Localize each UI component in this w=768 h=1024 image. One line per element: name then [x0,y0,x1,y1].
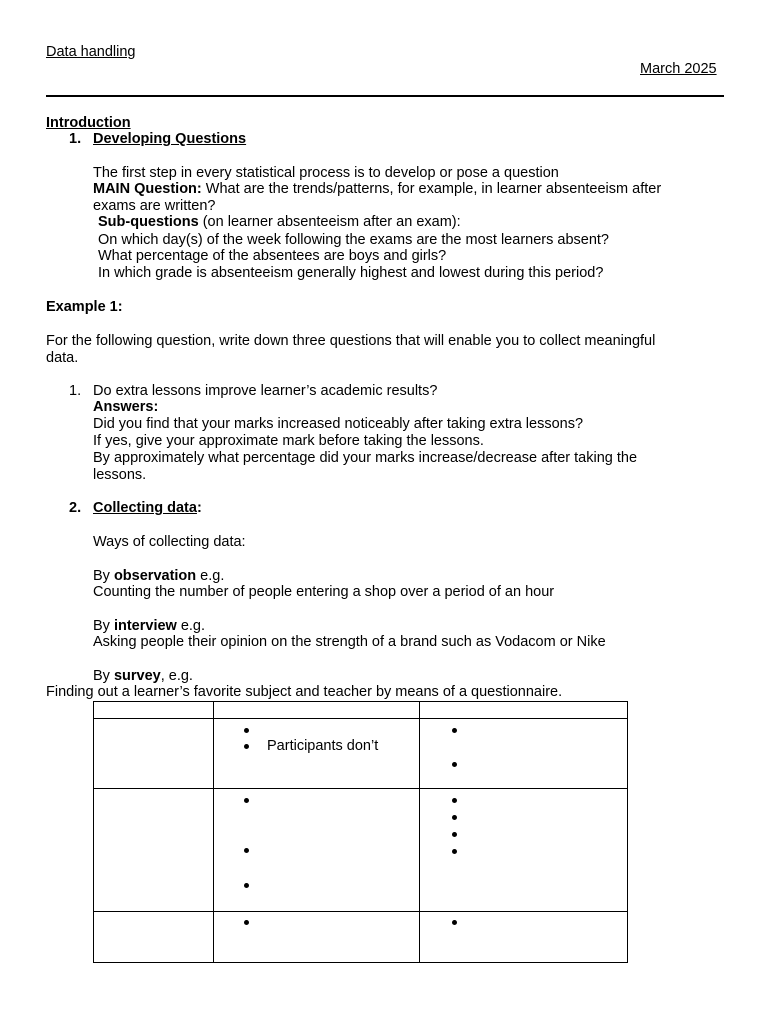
table-row [94,789,628,912]
table-row [94,912,628,963]
collecting-title: Collecting data [93,500,197,516]
survey-suffix: , e.g. [160,668,193,684]
collecting-colon: : [196,500,202,516]
bullet [452,722,457,739]
observation-keyword: observation [113,568,197,584]
document-date: March 2025 [640,61,717,77]
table-cell [420,789,628,912]
bullet [244,722,249,739]
ways-of-collecting: Ways of collecting data: [93,534,246,550]
table-cell [420,912,628,963]
sub-questions-text: (on learner absenteeism after an exam): [198,214,461,230]
sub-question-1: On which day(s) of the week following the exams are the most learners absent? [98,232,609,248]
answer-2: If yes, give your approximate mark before taking the lessons. [93,433,484,449]
table-cell [94,702,214,719]
observation-suffix: e.g. [196,568,225,584]
bullet [452,826,457,843]
table-cell-text: Participants don’t [267,738,379,754]
table-cell [420,719,628,789]
interview-prefix: By [93,618,114,634]
table-cell [214,789,420,912]
bullet [452,809,457,826]
bullet [452,756,457,773]
survey-keyword: survey [113,668,161,684]
interview-line [93,618,205,635]
bullet [452,792,457,809]
sub-questions-label: Sub-questions [98,214,199,230]
intro-line: The first step in every statistical process is to develop or pose a question [93,165,559,181]
answer-3-line-2: lessons. [93,467,147,483]
example-instruction-line-1: For the following question, write down three questions that will enable you to collect meaningful [46,333,656,349]
survey-prefix: By [93,668,114,684]
table-cell [94,719,214,789]
bullet [244,877,249,894]
example-instruction-line-2: data. [46,350,79,366]
bullet [244,842,249,859]
table-cell [420,702,628,719]
observation-prefix: By [93,568,114,584]
survey-line [93,668,193,685]
developing-questions-title: Developing Questions [93,131,247,147]
table-row [94,719,628,789]
example-question: Do extra lessons improve learner’s academic results? [93,383,438,399]
table-cell [94,912,214,963]
bullet [244,914,249,931]
answer-3-line-1: By approximately what percentage did your marks increase/decrease after taking the [93,450,638,466]
main-question-text: What are the trends/patterns, for example, in learner absenteeism after [201,181,662,197]
collecting-heading [93,500,202,517]
answers-label: Answers: [93,399,159,415]
collecting-number: 2. [69,500,82,516]
example-question-number: 1. [69,383,82,399]
observation-line [93,568,224,585]
answer-1: Did you find that your marks increased noticeably after taking extra lessons? [93,416,584,432]
interview-suffix: e.g. [176,618,206,634]
sub-question-3: In which grade is absenteeism generally highest and lowest during this period? [98,265,604,281]
intro-item-number: 1. [69,131,82,147]
sub-question-2: What percentage of the absentees are boys and girls? [98,248,447,264]
main-question [93,181,661,198]
table-cell [214,719,420,789]
example-heading: Example 1: [46,299,123,315]
intro-heading: Introduction [46,115,131,131]
sub-questions-intro [98,214,461,231]
table-cell [214,912,420,963]
interview-keyword: interview [113,618,177,634]
main-question-continuation: exams are written? [93,198,216,214]
bullet [244,738,249,755]
bullet [244,792,249,809]
methods-table [93,701,628,963]
survey-description: Finding out a learner’s favorite subject and teacher by means of a questionnaire. [46,684,563,700]
observation-description: Counting the number of people entering a shop over a period of an hour [93,584,555,600]
table-header-row [94,702,628,719]
table-cell [214,702,420,719]
main-question-label: MAIN Question: [93,181,202,197]
bullet [452,914,457,931]
interview-description: Asking people their opinion on the strength of a brand such as Vodacom or Nike [93,634,606,650]
header-divider [46,95,724,97]
document-title: Data handling [46,44,136,60]
bullet [452,843,457,860]
table-cell [94,789,214,912]
